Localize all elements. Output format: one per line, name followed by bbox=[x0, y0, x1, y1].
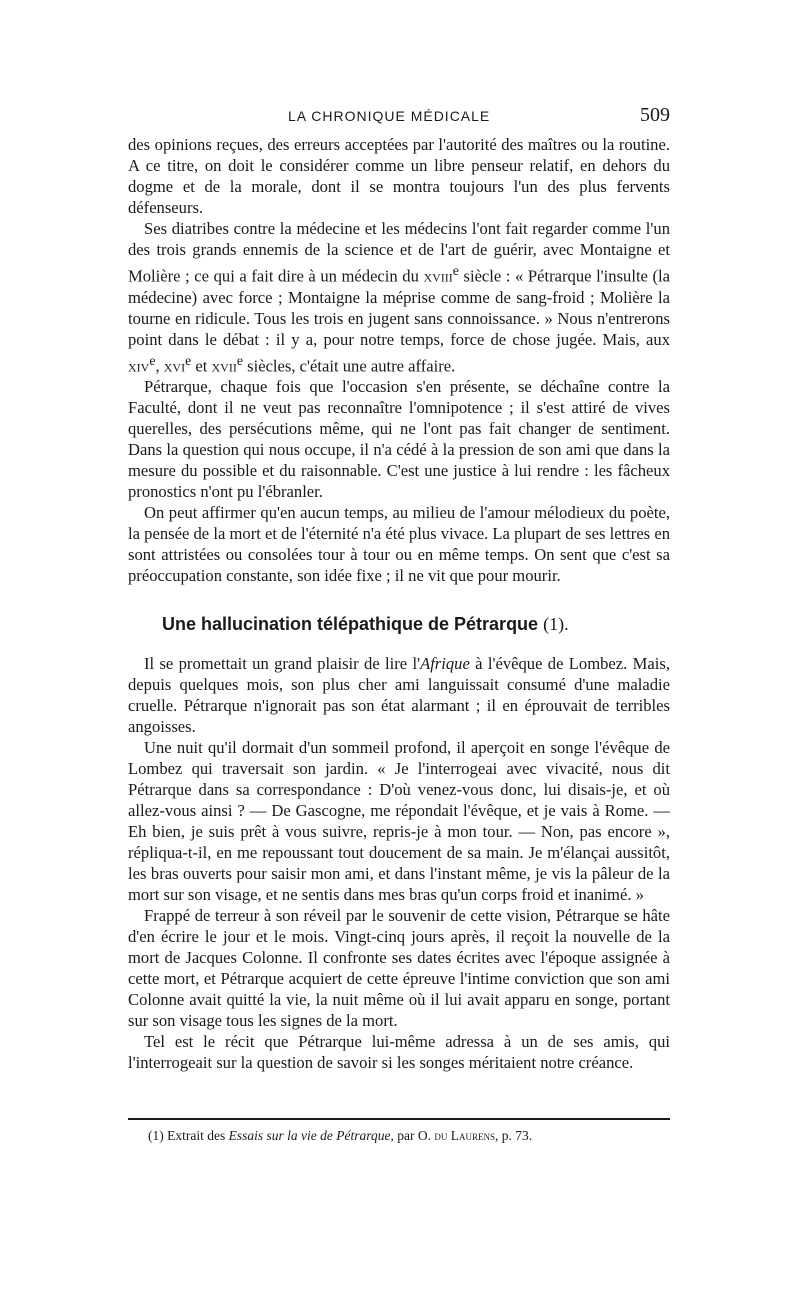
text-run: (1) Extrait des bbox=[148, 1128, 229, 1143]
paragraph: Pétrarque, chaque fois que l'occasion s'en présente, se déchaîne contre la Faculté, dont il ne veut pas reconnaître l'omnipotence ; il s'est attiré de vives querelles, des persécutions même, qui ne l'ont pas fait changer de sentiment. Dans la question qui nous occupe, il n'a cédé à la pression de son ami que dans la mesure du possible et du raisonnable. C'est une justice à lui rendre : les fâcheux pronostics n'ont pu l'ébranler. bbox=[128, 377, 670, 502]
superscript: e bbox=[149, 352, 156, 368]
page-number: 509 bbox=[640, 104, 670, 126]
text-run: siècles, c'était une autre affaire. bbox=[242, 356, 456, 376]
superscript: e bbox=[185, 352, 192, 368]
section-title bbox=[162, 614, 670, 635]
paragraph bbox=[128, 218, 670, 376]
section-block bbox=[128, 614, 670, 1073]
paragraph bbox=[128, 653, 670, 737]
top-text-block bbox=[128, 134, 670, 586]
text-run: , par O. bbox=[390, 1128, 435, 1143]
superscript: e bbox=[452, 263, 459, 278]
text-run: Ses diatribes contre la médecine et les médecins l'ont fait regarder comme l'un des trois grands ennemis de la science et de l'art de guérir, avec Montaigne et Molière ; ce qui a fait dire à un médecin du bbox=[128, 219, 670, 286]
superscript: e bbox=[236, 352, 243, 368]
italic-title: Essais sur la vie de Pétrarque bbox=[228, 1128, 391, 1143]
running-title: LA CHRONIQUE MÉDICALE bbox=[288, 108, 491, 124]
footnote-rule bbox=[128, 1118, 670, 1120]
section-title-text: Une hallucination télépathique de Pétrarque bbox=[162, 614, 539, 634]
text-run: , p. 73. bbox=[494, 1128, 533, 1143]
text-run: , bbox=[155, 356, 164, 376]
text-run: et bbox=[191, 356, 212, 376]
century-numeral: xiv bbox=[128, 356, 150, 376]
footnote-reference: (1). bbox=[543, 614, 569, 634]
paragraph: Une nuit qu'il dormait d'un sommeil profond, il aperçoit en songe l'évêque de Lombez qui traversait son jardin. « Je l'interrogeai avec vivacité, nous dit Pétrarque dans sa correspondance : D'où venez-vous donc, lui disais-je, et où allez-vous ainsi ? — De Gascogne, me répondait l'évêque, et je vais à Rome. — Eh bien, je suis prêt à vous suivre, repris-je à mon tour. — Non, pas encore », répliqua-t-il, en me repoussant tout doucement de sa main. Je m'élançai aussitôt, les bras ouverts pour saisir mon ami, et dans l'instant même, je vis la pâleur de la mort sur son visage, et ne sentis dans mes bras qu'un corps froid et inanimé. » bbox=[128, 738, 670, 904]
footnote bbox=[148, 1128, 670, 1144]
text-run: siècle : « Pétrarque l'insulte (la médecine) avec force ; Montaigne la méprise comme de sang-froid ; Molière la tourne en ridicule. Tous les trois en jugent sans connoissance. » Nous n'entrerons point dans le débat : il y a, pour notre temps, force de chose jugée. Mais, aux bbox=[128, 266, 670, 349]
paragraph: des opinions reçues, des erreurs acceptées par l'autorité des maîtres ou la routine. A ce titre, on doit le considérer comme un libre penseur relatif, en dehors du dogme et de la morale, dont il se montra toujours l'un des plus fervents défenseurs. bbox=[128, 135, 670, 217]
text-run: Il se promettait un grand plaisir de lire l' bbox=[144, 654, 421, 673]
century-numeral: xvi bbox=[163, 356, 186, 376]
paragraph: Frappé de terreur à son réveil par le souvenir de cette vision, Pétrarque se hâte d'en écrire le jour et le mois. Vingt-cinq jours après, il reçoit la nouvelle de la mort de Jacques Colonne. Il confronte ses dates écrites avec l'époque assignée à cette mort, et Pétrarque acquiert de cette épreuve l'intime conviction que son ami Colonne avait quitté la vie, la nuit même où il lui avait apparu en songe, portant sur son visage tous les signes de la mort. bbox=[128, 906, 670, 1030]
italic-title: Afrique bbox=[420, 654, 470, 673]
text-run: à l'évêque de Lombez. Mais, depuis quelques mois, son plus cher ami languissait consumé d'une maladie cruelle. Pétrarque n'ignorait pas son état alarmant ; il en éprouvait de terribles angoisses. bbox=[128, 654, 670, 736]
paragraph: Tel est le récit que Pétrarque lui-même adressa à un de ses amis, qui l'interrogeait sur la question de savoir si les songes méritaient notre créance. bbox=[128, 1032, 670, 1072]
author-name: du Laurens bbox=[434, 1128, 495, 1143]
paragraph: On peut affirmer qu'en aucun temps, au milieu de l'amour mélodieux du poète, la pensée de la mort et de l'éternité n'a été plus vivace. La plupart de ses lettres en sont attristées ou consolées tour à tour ou en même temps. On sent que c'est sa préoccupation constante, son idée fixe ; il ne vit que pour mourir. bbox=[128, 503, 670, 586]
century-numeral: xviii bbox=[423, 266, 453, 286]
century-numeral: xvii bbox=[211, 356, 237, 376]
page-header bbox=[128, 104, 670, 132]
